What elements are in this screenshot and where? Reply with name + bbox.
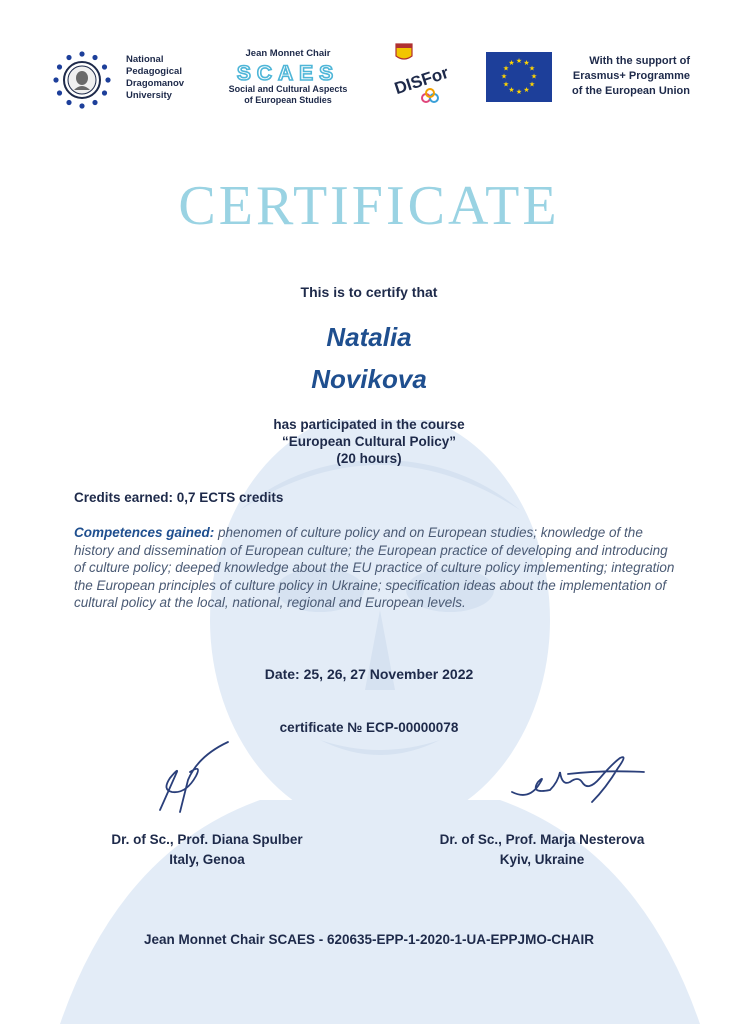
svg-text:★: ★ xyxy=(515,88,523,96)
footer-project-code: Jean Monnet Chair SCAES - 620635-EPP-1-2020-1-UA-EPPJMO-CHAIR xyxy=(143,932,595,947)
scaes-chair-label: Jean Monnet Chair xyxy=(245,48,331,59)
npu-line: Dragomanov xyxy=(126,78,185,89)
signature-icon xyxy=(140,738,250,818)
npu-line: Pedagogical xyxy=(126,66,182,77)
eu-support-line: With the support of xyxy=(589,55,690,67)
svg-text:★: ★ xyxy=(528,80,536,89)
competences-text: phenomen of culture policy and on European studies; knowledge of the history and dissemination of European culture; the European practice of developing and introducing of culture policy; deeped knowledge about the EU practice of culture policy implementing; integration the European principles of culture policy in Ukraine; specification ideas about the implementation of cultural policy at the local, national, regional and European levels. xyxy=(74,525,675,611)
eu-support-line: Erasmus+ Programme xyxy=(572,70,690,82)
svg-text:★: ★ xyxy=(502,64,510,73)
participated-line: has participated in the course xyxy=(273,417,465,432)
scaes-logo-icon xyxy=(219,62,357,84)
course-title: “European Cultural Policy” xyxy=(281,434,457,449)
signature-icon xyxy=(508,752,656,810)
eu-flag-icon xyxy=(486,52,552,102)
recipient-first-name: Natalia xyxy=(326,322,412,352)
course-info xyxy=(0,416,738,467)
disfor-wordmark: DISFor xyxy=(392,62,451,99)
svg-text:★: ★ xyxy=(515,57,523,65)
svg-text:★: ★ xyxy=(523,86,530,94)
svg-text:★: ★ xyxy=(523,59,530,67)
svg-text:★: ★ xyxy=(500,72,508,81)
npu-emblem-icon xyxy=(52,50,112,110)
svg-text:★: ★ xyxy=(528,64,536,73)
signatory-name: Dr. of Sc., Prof. Diana Spulber xyxy=(111,832,303,847)
svg-text:★: ★ xyxy=(508,59,515,67)
svg-text:★: ★ xyxy=(508,86,515,94)
scaes-subtitle-line: of European Studies xyxy=(244,95,332,105)
recipient-last-name: Novikova xyxy=(311,364,427,394)
credits-earned: Credits earned: 0,7 ECTS credits xyxy=(74,490,284,505)
certify-line: This is to certify that xyxy=(300,284,438,300)
signatory-location: Italy, Genoa xyxy=(169,852,245,867)
certificate-title: CERTIFICATE xyxy=(178,175,560,237)
course-hours: (20 hours) xyxy=(336,451,402,466)
eu-support-line: of the European Union xyxy=(572,85,690,97)
svg-text:★: ★ xyxy=(530,72,538,81)
competences-label: Competences gained: xyxy=(74,525,215,540)
npu-line: University xyxy=(126,90,172,101)
npu-line: National xyxy=(126,54,164,65)
signatory-name: Dr. of Sc., Prof. Marja Nesterova xyxy=(439,832,645,847)
scaes-subtitle-line: Social and Cultural Aspects xyxy=(228,84,348,94)
signatory-left xyxy=(82,830,332,870)
competences-paragraph xyxy=(74,524,680,612)
certificate-number: certificate № ECP-00000078 xyxy=(279,720,459,735)
npu-name xyxy=(126,54,184,102)
course-date: Date: 25, 26, 27 November 2022 xyxy=(264,666,474,682)
svg-text:★: ★ xyxy=(502,80,510,89)
scaes-wordmark-text: SCAES xyxy=(236,62,340,84)
disfor-logo-icon xyxy=(388,42,460,108)
signatory-right xyxy=(408,830,676,870)
eu-support-text xyxy=(560,54,690,99)
scaes-logo xyxy=(216,48,360,106)
signatory-location: Kyiv, Ukraine xyxy=(499,852,585,867)
